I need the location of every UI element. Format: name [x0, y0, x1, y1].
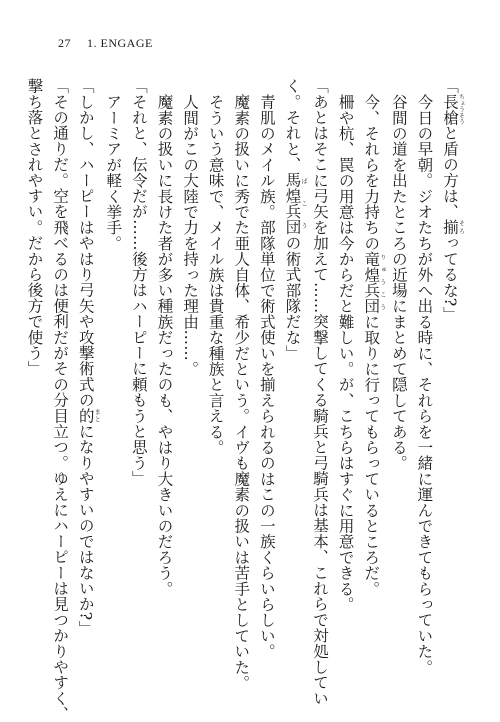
text-run: 「その通りだ。空を飛べるのは便利だがその分目立つ。ゆえにハーピーは見つかりやすく、	[51, 78, 70, 722]
paragraph	[176, 78, 202, 668]
paragraph	[385, 78, 411, 668]
text-run: 青肌のメイル族。部隊単位で術式使いを揃えられるのはこの一族くらいらしい。	[257, 93, 276, 659]
ruby-base: 的	[76, 407, 95, 424]
text-run: ってるな?」	[441, 235, 459, 323]
paragraph	[436, 78, 464, 668]
text-run: 「しかし、ハーピーはやはり弓矢や攻撃術式の	[76, 78, 95, 408]
text-run: 魔素の扱いに秀でた亜人自体、希少だという。イヴも魔素の扱いは苦手としていた。	[232, 93, 251, 691]
paragraph	[411, 78, 437, 675]
paragraph	[202, 78, 228, 668]
page-header	[58, 36, 153, 51]
ruby-reading: ばこう	[299, 172, 307, 236]
text-run: の術式部隊だな」	[283, 235, 302, 361]
paragraph	[358, 78, 386, 668]
ruby-base: 馬煌兵団	[283, 172, 302, 236]
text-run: になりやすいのではないか?」	[76, 423, 95, 637]
text-run: 「それと、伝令だが……後方はハーピーに頼もうと思う」	[129, 78, 148, 487]
text-run: アーミアが軽く挙手。	[104, 93, 123, 251]
paragraph	[72, 78, 100, 668]
paragraph	[332, 78, 358, 668]
text-run: に取りに行ってもらっているところだ。	[362, 313, 381, 596]
paragraph	[228, 78, 254, 691]
ruby-base: 揃	[441, 219, 459, 236]
text-run: 「あとはそこに弓矢を加えて……突撃してくる騎兵と弓騎兵は基本、これらで対処してい	[311, 78, 330, 706]
text-run: く。それと、	[283, 78, 302, 173]
text-run: 魔素の扱いに長けた者が多い種族だったのも、やはり大きいのだろう。	[155, 93, 174, 596]
text-run: と盾の方は、	[441, 125, 459, 220]
ruby-annotation	[441, 219, 465, 236]
body-text	[25, 78, 465, 722]
paragraph	[253, 78, 279, 668]
ruby-annotation	[283, 172, 307, 236]
ruby-base: 竜煌兵団	[362, 250, 381, 314]
text-run: 谷間の道を出たところの近場にまとめて隠してある。	[389, 93, 408, 471]
ruby-reading: そろ	[457, 219, 465, 235]
text-run: 今日の早朝。ジオたちが外へ出る時に、それらを一緒に運んできてもらっていた。	[415, 93, 434, 675]
paragraph	[279, 78, 307, 668]
text-run: 「	[441, 78, 459, 94]
ruby-annotation	[441, 93, 465, 126]
ruby-reading: まと	[93, 407, 101, 424]
chapter-title: 1. ENGAGE	[87, 36, 153, 50]
page-number: 27	[58, 36, 71, 50]
paragraph	[47, 78, 73, 722]
ruby-reading: りゅうこう	[378, 250, 386, 314]
text-run: そういう意味で、メイル族は貴重な種族と言える。	[206, 93, 225, 455]
ruby-reading: ちょうそう	[457, 93, 465, 126]
text-run: 撃ち落とされやすい。だから後方で使う」	[25, 78, 44, 377]
ruby-base: 長槍	[441, 93, 459, 126]
ruby-annotation	[76, 407, 101, 424]
paragraph	[306, 78, 332, 706]
text-run: 今、それらを力持ちの	[362, 93, 381, 251]
paragraph	[151, 78, 177, 668]
paragraph	[21, 78, 47, 668]
paragraph	[100, 78, 126, 668]
text-run: 柵や杭、罠の用意は今からだと難しい。が、こちらはすぐに用意できる。	[336, 93, 355, 612]
ruby-annotation	[362, 250, 386, 314]
text-run: 人間がこの大陸で力を持った理由……。	[181, 93, 200, 377]
paragraph	[125, 78, 151, 668]
